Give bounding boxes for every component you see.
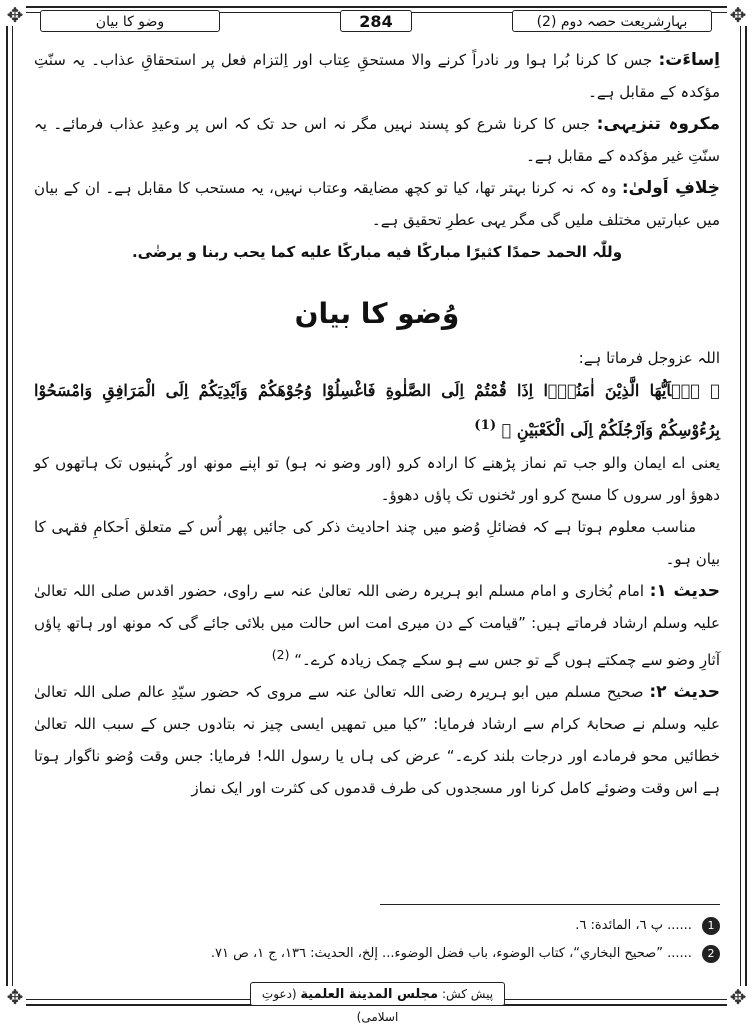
chapter-title: وضو کا بیان <box>40 10 220 32</box>
hadith-label: حدیث ۱: <box>649 581 720 602</box>
corner-ornament-icon: ✥ <box>4 4 26 26</box>
publisher-name: مجلس المدينة العلمية <box>300 987 439 1002</box>
hadith-label: حدیث ۲: <box>649 682 720 703</box>
quran-ayah <box>34 374 720 447</box>
footnote-text: ...... پ ٦، المائدة: ٦. <box>575 918 692 933</box>
hadith-1 <box>34 575 720 676</box>
footnote-number: 2 <box>702 945 720 963</box>
definition-khilaf <box>34 172 720 236</box>
book-title: بہارِشریعت حصہ دوم (2) <box>512 10 712 32</box>
hadith-2 <box>34 676 720 804</box>
footnote-item <box>34 940 720 968</box>
footnote-number: 1 <box>702 917 720 935</box>
term-label: خِلافِ اَولیٰ: <box>621 178 720 198</box>
footnote-ref: (1) <box>474 417 497 433</box>
hamd-line: وللّٰہ الحمد حمدًا کثیرًا مبارکًا فیه مبارکًا علیه کما یحب ربنا و یرضٰی. <box>131 243 623 261</box>
footer-suffix: (دعوتِ اسلامی) <box>261 987 399 1024</box>
definition-makrooh <box>34 108 720 172</box>
page-body <box>34 44 720 804</box>
munasib-line: مناسب معلوم ہوتا ہے کہ فضائلِ وُضو میں چند احادیث ذکر کی جائیں پھر اُس کے متعلق اَحکامِ فقہی کا بیان ہو۔ <box>34 518 720 569</box>
footnotes <box>34 912 720 968</box>
term-label: مکروہ تنزیہی: <box>596 114 720 134</box>
footnote-divider <box>380 904 720 905</box>
footnote-text: ...... ”صحيح البخاري“، كتاب الوضوء، باب فضل الوضوء... إلخ، الحديث: ١٣٦، ج ١، ص ٧١. <box>210 946 692 961</box>
corner-ornament-icon: ✥ <box>727 4 749 26</box>
hadith-text: صحیح مسلم میں ابو ہریرہ رضی اللہ تعالیٰ عنہ سے مروی کہ حضور سیّدِ عالم صلی اللہ تعالیٰ علیہ وسلم نے صحابۂ کرام سے ارشاد فرمایا: ”کیا میں تمھیں ایسی چیز نہ بتادوں جس کے سبب اللہ تعالیٰ خطائیں محو فرمادے اور درجات بلند کرے۔“ عرض کی ہاں یا رسول اللہ! فرمایا: جس وقت وُضو ناگوار ہوتا ہے اس وقت وضوئے کامل کرنا اور مسجدوں کی طرف قدموں کی کثرت اور ایک نماز <box>34 683 720 798</box>
footnote-ref: (2) <box>271 647 290 663</box>
definition-text: وہ کہ نہ کرنا بہتر تھا، کیا تو کچھ مضایقہ وعتاب نہیں، یہ مستحب کا مقابل ہے۔ ان کے بیان میں عبارتیں مختلف ملیں گی مگر یہی عطرِ تحقیق ہے۔ <box>34 179 720 229</box>
page-header <box>0 4 753 34</box>
translation: یعنی اے ایمان والو جب تم نماز پڑھنے کا ارادہ کرو (اور وضو نہ ہو) تو اپنے مونھ اور کُہنیوں تک ہاتھوں کو دھوؤ اور سروں کا مسح کرو اور ٹخنوں تک پاؤں دھوؤ۔ <box>34 454 720 505</box>
page-footer <box>250 982 505 1024</box>
intro-line: اللہ عزوجل فرماتا ہے: <box>578 349 720 367</box>
corner-ornament-icon: ✥ <box>727 986 749 1008</box>
hadith-text: امام بُخاری و امام مسلم ابو ہریرہ رضی اللہ تعالیٰ عنہ سے راوی، حضور اقدس صلی اللہ تعالیٰ علیہ وسلم ارشاد فرماتے ہیں: ”قیامت کے دن میری امت اس حالت میں بلائی جائے گی کہ مونھ اور ہاتھ پاؤں آثارِ وضو سے چمکتے ہوں گے تو جس سے ہو سکے چمک زیادہ کرے۔“ <box>34 582 720 670</box>
definition-text: جس کا کرنا بُرا ہوا ور نادراً کرنے والا مستحقِ عِتاب اور اِلتزام فعل پر استحقاقِ عذاب۔ یہ سنّتِ مؤکدہ کے مقابل ہے۔ <box>34 51 720 101</box>
corner-ornament-icon: ✥ <box>4 986 26 1008</box>
footnote-item <box>34 912 720 940</box>
term-label: اِساءَت: <box>658 50 720 70</box>
definition-text: جس کا کرنا شرع کو پسند نہیں مگر نہ اس حد تک کہ اس پر وعیدِ عذاب فرمائے۔ یہ سنّتِ غیر مؤکدہ کے مقابل ہے۔ <box>34 115 720 165</box>
page-number: 284 <box>340 10 412 32</box>
definition-isaat <box>34 44 720 108</box>
footer-prefix: پیش کش: <box>441 987 494 1001</box>
ayah-text: ﴿ یٰۤاَیُّهَا الَّذِیْنَ اٰمَنُوْۤا اِذَا قُمْتُمْ اِلَى الصَّلٰوةِ فَاغْسِلُوْا وُجُوْهَكُمْ وَاَیْدِیَكُمْ اِلَى الْمَرَافِقِ وَامْسَحُوْا بِرُءُوْسِكُمْ وَاَرْجُلَكُمْ اِلَى الْكَعْبَیْنِ ﴾ <box>34 381 720 440</box>
section-title: وُضو کا بیان <box>294 297 460 330</box>
